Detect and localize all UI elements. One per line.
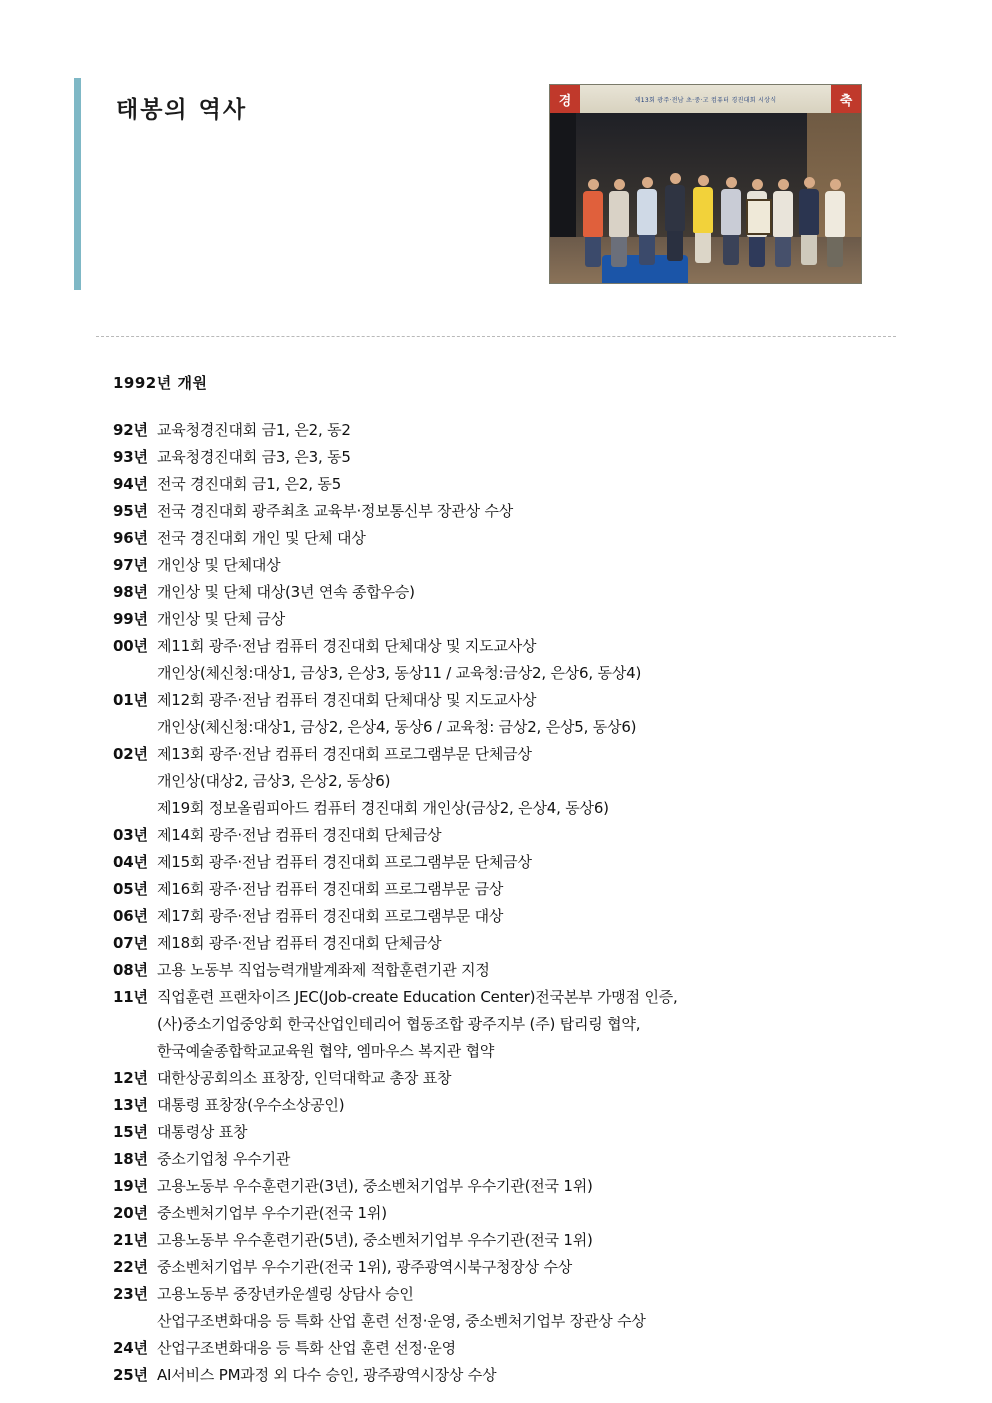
history-entry-text: 고용노동부 우수훈련기관(5년), 중소벤처기업부 우수기관(전국 1위)	[157, 1231, 593, 1249]
history-entry	[113, 633, 903, 660]
history-entry-year: 99년	[113, 610, 148, 628]
history-entry-year: 22년	[113, 1258, 148, 1276]
history-entry-text: 중소벤처기업부 우수기관(전국 1위), 광주광역시북구청장상 수상	[157, 1258, 573, 1276]
photo-person	[798, 177, 820, 265]
history-entry-subtext: 개인상(체신청:대상1, 금상3, 은상3, 동상11 / 교육청:금상2, 은상6, 동상4)	[157, 664, 642, 682]
history-entry-text: 제16회 광주·전남 컴퓨터 경진대회 프로그램부문 금상	[157, 880, 504, 898]
history-entry-year: 24년	[113, 1339, 148, 1357]
page-title: 태봉의 역사	[116, 97, 248, 123]
history-entry	[113, 498, 903, 525]
history-entry	[113, 903, 903, 930]
history-entry-text: 개인상 및 단체대상	[157, 556, 281, 574]
history-entry-text: 고용 노동부 직업능력개발계좌제 적합훈련기관 지정	[157, 961, 490, 979]
history-entry	[113, 1362, 903, 1389]
history-entry	[113, 1092, 903, 1119]
history-entry	[113, 957, 903, 984]
history-entry-text: 전국 경진대회 광주최초 교육부·정보통신부 장관상 수상	[157, 502, 514, 520]
history-entry-text: 고용노동부 중장년카운셀링 상담사 승인	[157, 1285, 414, 1303]
history-entry-year: 95년	[113, 502, 148, 520]
history-entry	[113, 525, 903, 552]
history-entry-year: 97년	[113, 556, 148, 574]
history-entry-text: 중소기업청 우수기관	[157, 1150, 291, 1168]
photo-person	[720, 177, 742, 265]
history-entry-subtext: 개인상(대상2, 금상3, 은상2, 동상6)	[157, 772, 391, 790]
history-entry-subtext: 개인상(체신청:대상1, 금상2, 은상4, 동상6 / 교육청: 금상2, 은상5, 동상6)	[157, 718, 637, 736]
history-entry-year: 20년	[113, 1204, 148, 1222]
history-entry	[113, 417, 903, 444]
history-entry	[113, 876, 903, 903]
history-entry-text: 대통령 표창장(우수소상공인)	[157, 1096, 345, 1114]
history-entry-text: 개인상 및 단체 금상	[157, 610, 286, 628]
photo-person	[664, 173, 686, 261]
history-entry-text: 대한상공회의소 표창장, 인덕대학교 총장 표창	[157, 1069, 452, 1087]
history-entry-text: 중소벤처기업부 우수기관(전국 1위)	[157, 1204, 387, 1222]
history-entry	[113, 579, 903, 606]
history-entry	[113, 822, 903, 849]
history-entry-year: 25년	[113, 1366, 148, 1384]
photo-person	[824, 179, 846, 267]
history-entry-subtext: 산업구조변화대응 등 특화 산업 훈련 선정·운영, 중소벤처기업부 장관상 수상	[157, 1312, 646, 1330]
history-entry-year: 00년	[113, 637, 148, 655]
banner-badge-right: 축	[831, 85, 861, 113]
history-entry	[113, 1335, 903, 1362]
open-year: 1992년 개원	[113, 374, 208, 392]
history-entry-year: 98년	[113, 583, 148, 601]
history-entry	[113, 930, 903, 957]
photo-person	[582, 179, 604, 267]
history-entry-text: 전국 경진대회 개인 및 단체 대상	[157, 529, 366, 547]
award-frame	[746, 199, 772, 235]
history-entry-year: 05년	[113, 880, 148, 898]
history-entry-year: 18년	[113, 1150, 148, 1168]
history-entry-year: 02년	[113, 745, 148, 763]
section-divider	[96, 336, 896, 337]
photo-stage	[550, 113, 861, 283]
history-entry	[113, 1227, 903, 1254]
history-entry-year: 23년	[113, 1285, 148, 1303]
history-entry-year: 19년	[113, 1177, 148, 1195]
history-entry-text: 산업구조변화대응 등 특화 산업 훈련 선정·운영	[157, 1339, 456, 1357]
banner-badge-left: 경	[550, 85, 580, 113]
history-entry-text: 전국 경진대회 금1, 은2, 동5	[157, 475, 342, 493]
history-entry	[113, 1173, 903, 1200]
history-photo	[549, 84, 862, 284]
history-entry-text: 제18회 광주·전남 컴퓨터 경진대회 단체금상	[157, 934, 442, 952]
photo-person	[636, 177, 658, 265]
history-entry	[113, 1254, 903, 1281]
history-entry	[113, 741, 903, 768]
history-entry-text: 개인상 및 단체 대상(3년 연속 종합우승)	[157, 583, 415, 601]
history-entry	[113, 552, 903, 579]
history-list	[113, 372, 903, 1389]
history-entry-year: 21년	[113, 1231, 148, 1249]
history-entry	[113, 984, 903, 1011]
history-entry	[113, 471, 903, 498]
history-entry-text: 제13회 광주·전남 컴퓨터 경진대회 프로그램부문 단체금상	[157, 745, 532, 763]
history-entry-text: 제15회 광주·전남 컴퓨터 경진대회 프로그램부문 단체금상	[157, 853, 532, 871]
history-entry	[113, 1281, 903, 1308]
history-entry-year: 07년	[113, 934, 148, 952]
history-entry-year: 08년	[113, 961, 148, 979]
history-entry-text: 직업훈련 프랜차이즈 JEC(Job-create Education Center)전국본부 가맹점 인증,	[157, 988, 678, 1006]
history-entry	[113, 1119, 903, 1146]
history-entry-year: 96년	[113, 529, 148, 547]
history-entry-year: 94년	[113, 475, 148, 493]
history-entry	[113, 1200, 903, 1227]
history-entry-subtext: (사)중소기업중앙회 한국산업인테리어 협동조합 광주지부 (주) 탑리링 협약,	[157, 1015, 641, 1033]
title-accent-bar	[74, 78, 81, 290]
history-entry-year: 06년	[113, 907, 148, 925]
history-entry	[113, 1146, 903, 1173]
history-entry-year: 12년	[113, 1069, 148, 1087]
history-entry-text: 고용노동부 우수훈련기관(3년), 중소벤처기업부 우수기관(전국 1위)	[157, 1177, 593, 1195]
history-entry-year: 01년	[113, 691, 148, 709]
history-entry-year: 15년	[113, 1123, 148, 1141]
photo-person	[692, 175, 714, 263]
history-entry	[113, 606, 903, 633]
history-entry-year: 03년	[113, 826, 148, 844]
photo-person	[608, 179, 630, 267]
history-entry-text: 제12회 광주·전남 컴퓨터 경진대회 단체대상 및 지도교사상	[157, 691, 537, 709]
history-entry-year: 92년	[113, 421, 148, 439]
history-entry-text: AI서비스 PM과정 외 다수 승인, 광주광역시장상 수상	[157, 1366, 497, 1384]
history-entry-subtext: 제19회 정보올림피아드 컴퓨터 경진대회 개인상(금상2, 은상4, 동상6)	[157, 799, 609, 817]
history-entry-year: 93년	[113, 448, 148, 466]
banner-text: 제13회 광주·전남 초·중·고 컴퓨터 경진대회 시상식	[634, 96, 777, 104]
history-entry-text: 교육청경진대회 금1, 은2, 동2	[157, 421, 351, 439]
history-entry-text: 대통령상 표창	[157, 1123, 248, 1141]
stage-left-shadow	[550, 113, 576, 237]
history-entry-text: 교육청경진대회 금3, 은3, 동5	[157, 448, 351, 466]
history-entry-year: 04년	[113, 853, 148, 871]
history-entry-text: 제11회 광주·전남 컴퓨터 경진대회 단체대상 및 지도교사상	[157, 637, 537, 655]
photo-banner	[550, 85, 861, 113]
history-entry	[113, 849, 903, 876]
history-entry-subtext: 한국예술종합학교교육원 협약, 엠마우스 복지관 협약	[157, 1042, 495, 1060]
photo-person	[772, 179, 794, 267]
history-entry	[113, 1065, 903, 1092]
history-entry-year: 13년	[113, 1096, 148, 1114]
history-entry-year: 11년	[113, 988, 148, 1006]
history-entry-text: 제17회 광주·전남 컴퓨터 경진대회 프로그램부문 대상	[157, 907, 504, 925]
history-entries	[113, 417, 903, 1389]
history-entry-text: 제14회 광주·전남 컴퓨터 경진대회 단체금상	[157, 826, 442, 844]
history-entry	[113, 444, 903, 471]
history-entry	[113, 687, 903, 714]
